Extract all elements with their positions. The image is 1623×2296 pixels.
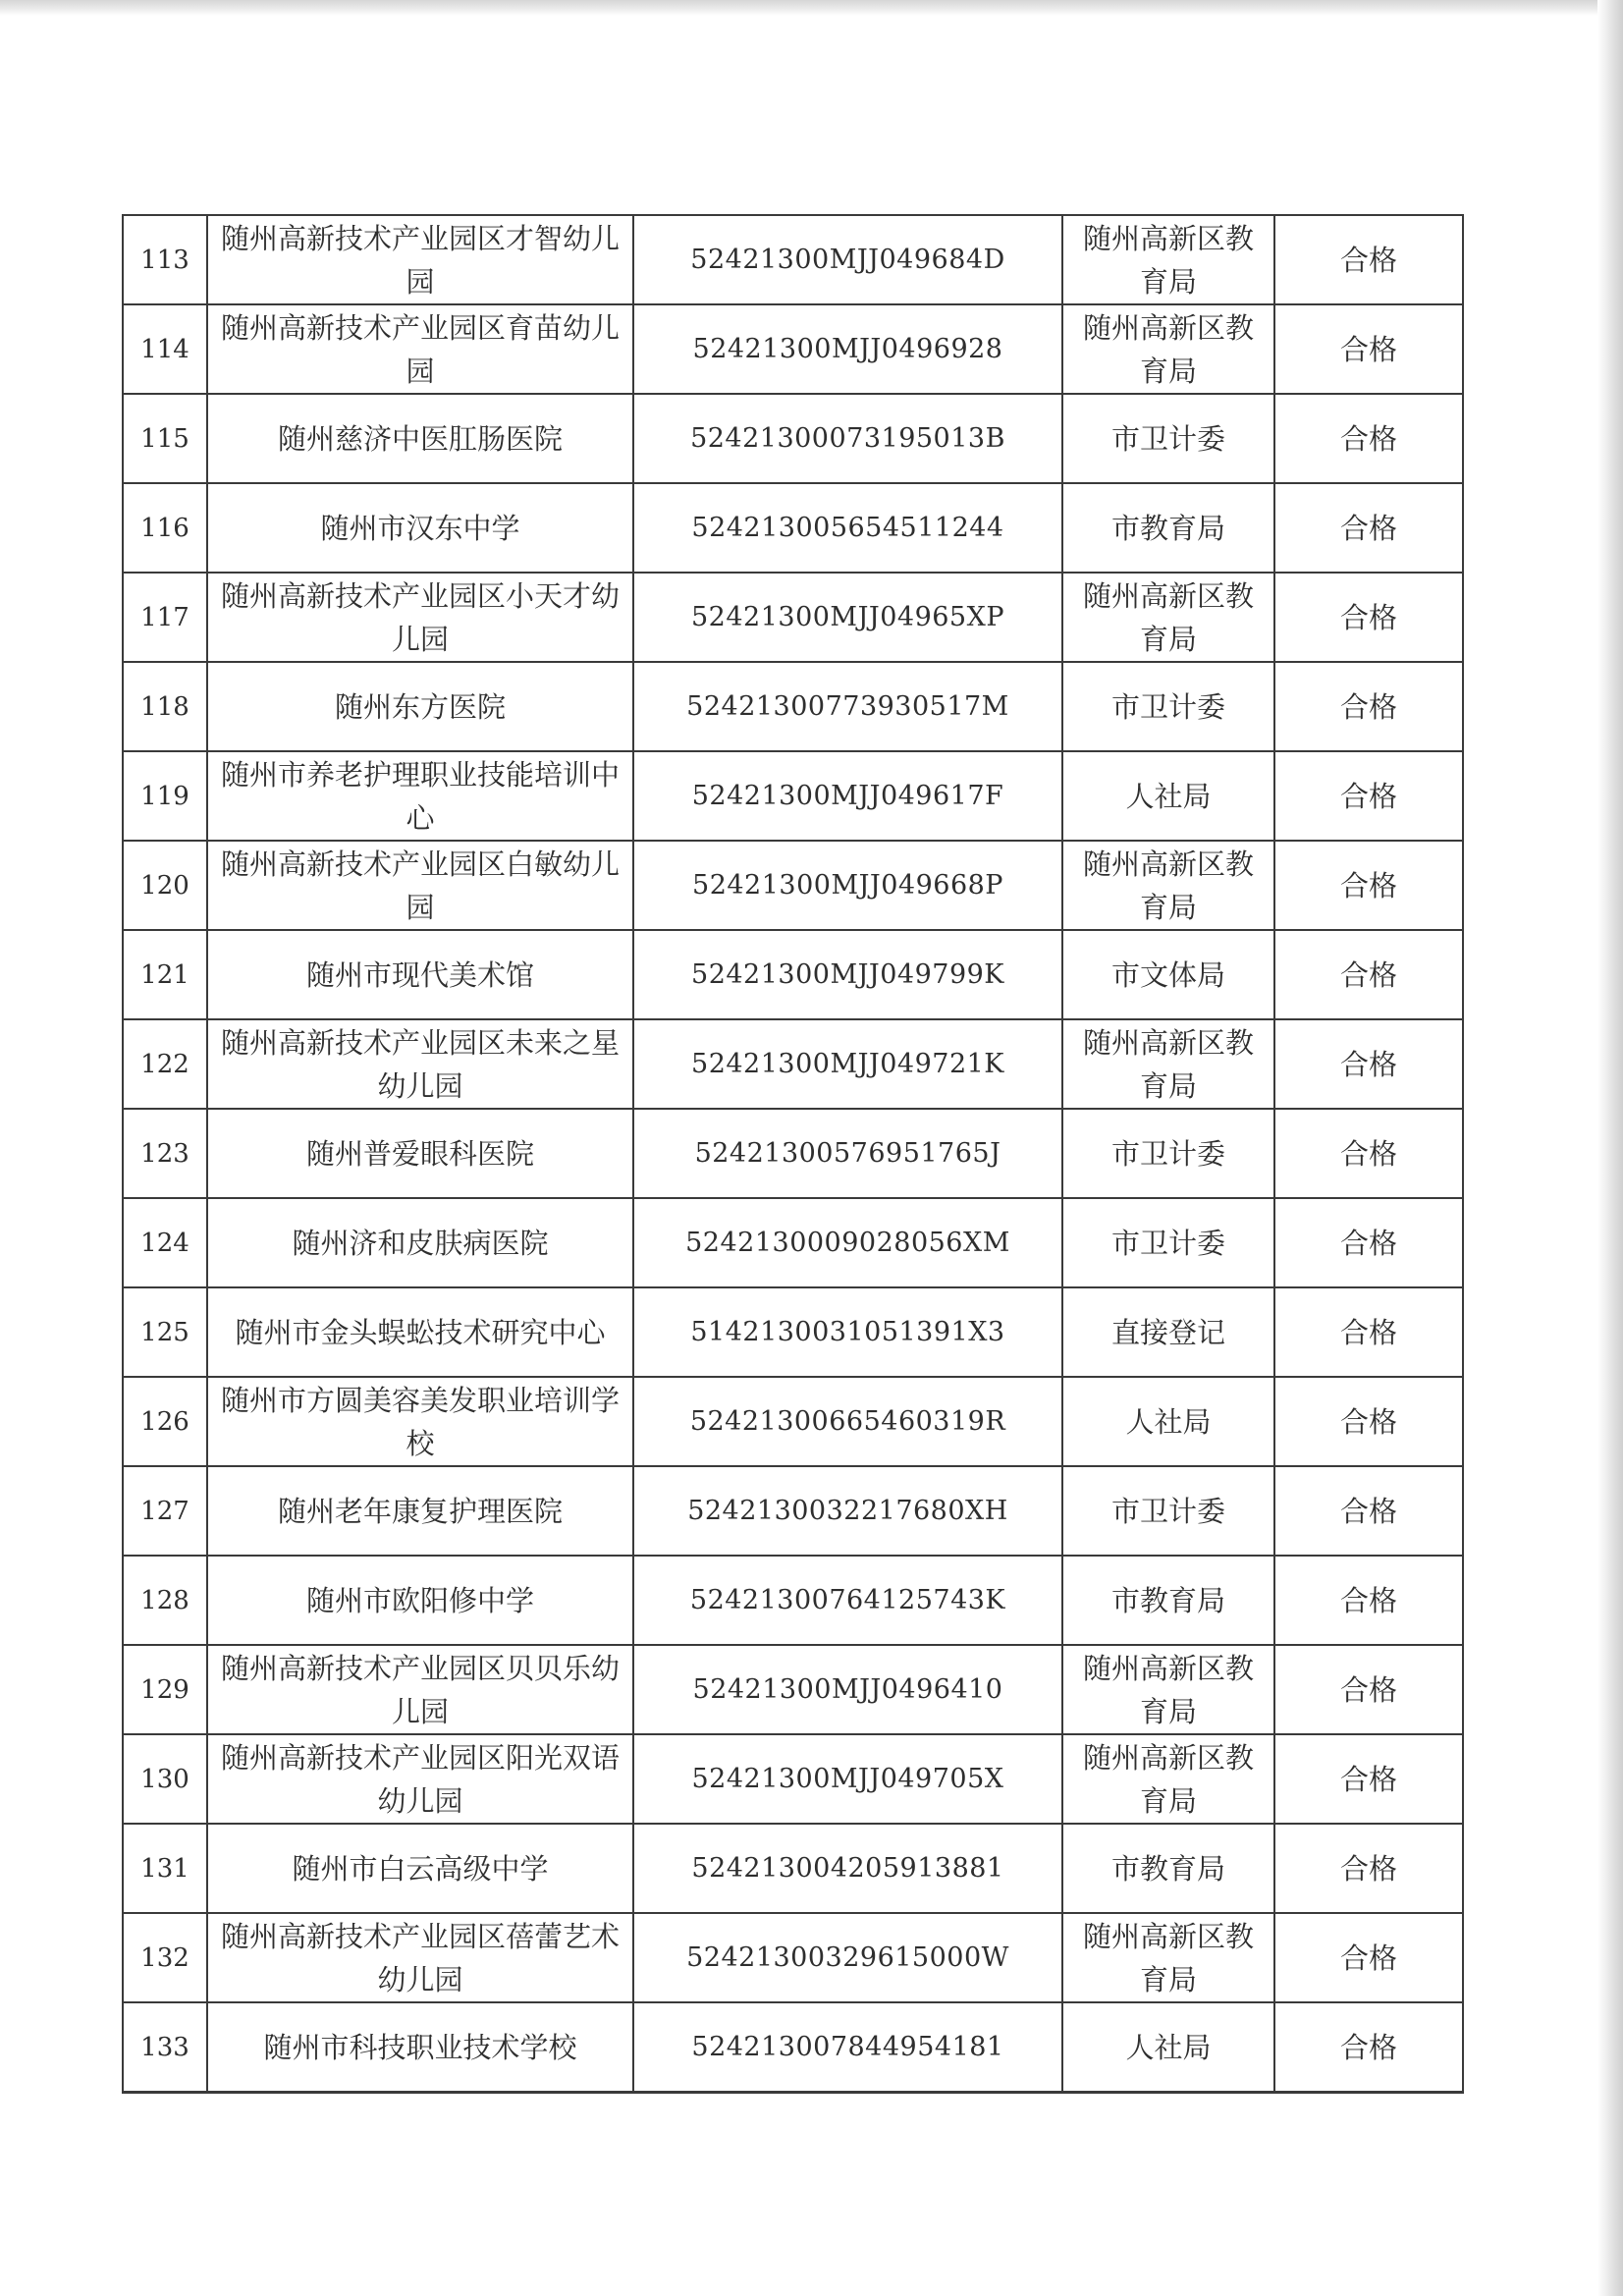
- scan-right-edge: [1597, 0, 1623, 2296]
- row-number: 133: [123, 2002, 207, 2093]
- table-row: [123, 1466, 1463, 1556]
- table-row: [123, 751, 1463, 841]
- table-body: [123, 215, 1463, 2093]
- table-row: [123, 304, 1463, 394]
- inspection-result: 合格: [1274, 304, 1463, 394]
- organization-name: 随州高新技术产业园区小天才幼儿园: [207, 573, 633, 662]
- inspection-result: 合格: [1274, 751, 1463, 841]
- row-number: 132: [123, 1913, 207, 2002]
- supervising-department: 随州高新区教育局: [1062, 1019, 1274, 1109]
- credit-code: 52421300764125743K: [633, 1556, 1062, 1645]
- scan-top-edge: [0, 0, 1623, 16]
- table-row: [123, 841, 1463, 930]
- table-row: [123, 2002, 1463, 2093]
- row-number: 115: [123, 394, 207, 483]
- inspection-result: 合格: [1274, 2002, 1463, 2093]
- table-row: [123, 394, 1463, 483]
- inspection-result: 合格: [1274, 1734, 1463, 1824]
- organization-name: 随州东方医院: [207, 662, 633, 751]
- inspection-result: 合格: [1274, 215, 1463, 304]
- organization-name: 随州市现代美术馆: [207, 930, 633, 1019]
- table-row: [123, 1734, 1463, 1824]
- inspection-result: 合格: [1274, 483, 1463, 573]
- credit-code: 52421300MJJ049617F: [633, 751, 1062, 841]
- row-number: 130: [123, 1734, 207, 1824]
- supervising-department: 市教育局: [1062, 1556, 1274, 1645]
- supervising-department: 随州高新区教育局: [1062, 573, 1274, 662]
- organization-name: 随州高新技术产业园区贝贝乐幼儿园: [207, 1645, 633, 1734]
- credit-code: 52421300665460319R: [633, 1377, 1062, 1466]
- organization-name: 随州市欧阳修中学: [207, 1556, 633, 1645]
- credit-code: 5242130009028056XM: [633, 1198, 1062, 1287]
- inspection-result: 合格: [1274, 1645, 1463, 1734]
- organization-name: 随州老年康复护理医院: [207, 1466, 633, 1556]
- supervising-department: 随州高新区教育局: [1062, 304, 1274, 394]
- table-row: [123, 1287, 1463, 1377]
- row-number: 120: [123, 841, 207, 930]
- inspection-result: 合格: [1274, 394, 1463, 483]
- supervising-department: 市卫计委: [1062, 1466, 1274, 1556]
- organization-name: 随州市金头蜈蚣技术研究中心: [207, 1287, 633, 1377]
- table-row: [123, 483, 1463, 573]
- organization-name: 随州高新技术产业园区阳光双语幼儿园: [207, 1734, 633, 1824]
- organization-name: 随州慈济中医肛肠医院: [207, 394, 633, 483]
- inspection-result: 合格: [1274, 1019, 1463, 1109]
- inspection-result: 合格: [1274, 841, 1463, 930]
- supervising-department: 市教育局: [1062, 1824, 1274, 1913]
- inspection-result: 合格: [1274, 1466, 1463, 1556]
- organization-name: 随州市方圆美容美发职业培训学校: [207, 1377, 633, 1466]
- row-number: 123: [123, 1109, 207, 1198]
- row-number: 124: [123, 1198, 207, 1287]
- row-number: 122: [123, 1019, 207, 1109]
- row-number: 131: [123, 1824, 207, 1913]
- supervising-department: 市文体局: [1062, 930, 1274, 1019]
- inspection-result: 合格: [1274, 1109, 1463, 1198]
- supervising-department: 随州高新区教育局: [1062, 1734, 1274, 1824]
- table-row: [123, 1109, 1463, 1198]
- credit-code: 524213005654511244: [633, 483, 1062, 573]
- credit-code: 52421300773930517M: [633, 662, 1062, 751]
- credit-code: 52421300329615000W: [633, 1913, 1062, 2002]
- inspection-result: 合格: [1274, 662, 1463, 751]
- row-number: 114: [123, 304, 207, 394]
- inspection-result: 合格: [1274, 1198, 1463, 1287]
- inspection-result: 合格: [1274, 1824, 1463, 1913]
- organization-name: 随州济和皮肤病医院: [207, 1198, 633, 1287]
- supervising-department: 随州高新区教育局: [1062, 841, 1274, 930]
- credit-code: 52421300MJJ049668P: [633, 841, 1062, 930]
- table-row: [123, 215, 1463, 304]
- credit-code: 524213007844954181: [633, 2002, 1062, 2093]
- organization-name: 随州高新技术产业园区未来之星幼儿园: [207, 1019, 633, 1109]
- row-number: 126: [123, 1377, 207, 1466]
- row-number: 125: [123, 1287, 207, 1377]
- row-number: 113: [123, 215, 207, 304]
- results-table-container: [122, 214, 1462, 2094]
- results-table: [122, 214, 1464, 2094]
- table-row: [123, 573, 1463, 662]
- supervising-department: 市卫计委: [1062, 394, 1274, 483]
- credit-code: 52421300576951765J: [633, 1109, 1062, 1198]
- supervising-department: 随州高新区教育局: [1062, 1645, 1274, 1734]
- inspection-result: 合格: [1274, 930, 1463, 1019]
- inspection-result: 合格: [1274, 1287, 1463, 1377]
- row-number: 117: [123, 573, 207, 662]
- table-row: [123, 662, 1463, 751]
- row-number: 118: [123, 662, 207, 751]
- organization-name: 随州市白云高级中学: [207, 1824, 633, 1913]
- table-row: [123, 1019, 1463, 1109]
- supervising-department: 市教育局: [1062, 483, 1274, 573]
- organization-name: 随州市汉东中学: [207, 483, 633, 573]
- organization-name: 随州高新技术产业园区蓓蕾艺术幼儿园: [207, 1913, 633, 2002]
- credit-code: 52421300MJJ04965XP: [633, 573, 1062, 662]
- credit-code: 5242130032217680XH: [633, 1466, 1062, 1556]
- supervising-department: 人社局: [1062, 751, 1274, 841]
- organization-name: 随州市养老护理职业技能培训中心: [207, 751, 633, 841]
- supervising-department: 随州高新区教育局: [1062, 1913, 1274, 2002]
- organization-name: 随州市科技职业技术学校: [207, 2002, 633, 2093]
- credit-code: 52421300MJJ049705X: [633, 1734, 1062, 1824]
- row-number: 129: [123, 1645, 207, 1734]
- row-number: 119: [123, 751, 207, 841]
- credit-code: 52421300073195013B: [633, 394, 1062, 483]
- credit-code: 52421300MJJ049721K: [633, 1019, 1062, 1109]
- inspection-result: 合格: [1274, 1913, 1463, 2002]
- organization-name: 随州普爱眼科医院: [207, 1109, 633, 1198]
- organization-name: 随州高新技术产业园区才智幼儿园: [207, 215, 633, 304]
- credit-code: 524213004205913881: [633, 1824, 1062, 1913]
- supervising-department: 随州高新区教育局: [1062, 215, 1274, 304]
- credit-code: 52421300MJJ0496410: [633, 1645, 1062, 1734]
- table-row: [123, 1198, 1463, 1287]
- table-row: [123, 1556, 1463, 1645]
- inspection-result: 合格: [1274, 1377, 1463, 1466]
- supervising-department: 市卫计委: [1062, 662, 1274, 751]
- table-row: [123, 1645, 1463, 1734]
- supervising-department: 人社局: [1062, 1377, 1274, 1466]
- inspection-result: 合格: [1274, 1556, 1463, 1645]
- row-number: 127: [123, 1466, 207, 1556]
- table-row: [123, 1824, 1463, 1913]
- organization-name: 随州高新技术产业园区白敏幼儿园: [207, 841, 633, 930]
- row-number: 116: [123, 483, 207, 573]
- table-row: [123, 1913, 1463, 2002]
- credit-code: 52421300MJJ049684D: [633, 215, 1062, 304]
- inspection-result: 合格: [1274, 573, 1463, 662]
- credit-code: 5142130031051391X3: [633, 1287, 1062, 1377]
- row-number: 121: [123, 930, 207, 1019]
- credit-code: 52421300MJJ049799K: [633, 930, 1062, 1019]
- table-row: [123, 1377, 1463, 1466]
- table-row: [123, 930, 1463, 1019]
- supervising-department: 人社局: [1062, 2002, 1274, 2093]
- row-number: 128: [123, 1556, 207, 1645]
- organization-name: 随州高新技术产业园区育苗幼儿园: [207, 304, 633, 394]
- supervising-department: 市卫计委: [1062, 1109, 1274, 1198]
- supervising-department: 市卫计委: [1062, 1198, 1274, 1287]
- supervising-department: 直接登记: [1062, 1287, 1274, 1377]
- credit-code: 52421300MJJ0496928: [633, 304, 1062, 394]
